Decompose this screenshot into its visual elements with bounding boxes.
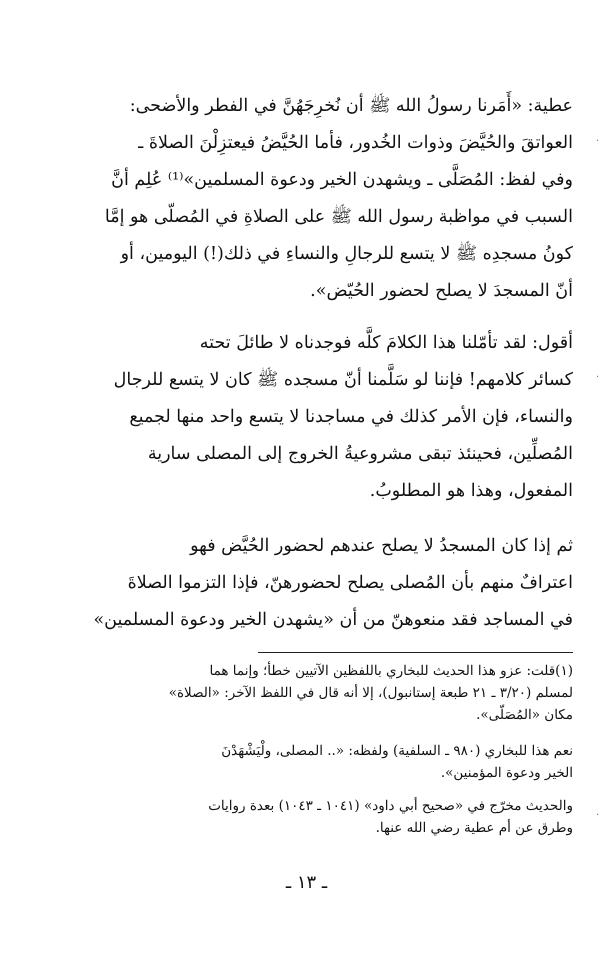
margin-mark: ·: [596, 810, 600, 821]
footnote-line: لمسلم (٣/٢٠ ـ ٢١ طبعة إستانبول)، إلا أنه قال في اللفظ الآخر: «الصلاة»: [168, 685, 573, 701]
footnote-line: الخير ودعوة المؤمنين».: [440, 765, 573, 781]
footnote-divider: [258, 652, 573, 653]
text-line: وفي لفظ: المُصَلَّى ـ ويشهدن الخير ودعوة المسلمين»⁽¹⁾ عُلِم أنَّ: [111, 170, 573, 190]
margin-mark: ·: [596, 372, 600, 383]
text-line: المفعول، وهذا هو المطلوبُ.: [369, 481, 573, 501]
text-line: السبب في مواظبة رسول الله ﷺ على الصلاةِ في المُصلّى هو إمَّا: [104, 207, 573, 227]
footnote-3: [40, 795, 573, 839]
text-line: والنساء، فإن الأمر كذلك في مساجدنا لا يتسع واحد منها لجميع: [129, 407, 573, 427]
margin-mark: ·: [596, 136, 600, 147]
text-line: في المساجد فقد منعوهنّ من أن «يشهدن الخير ودعوة المسلمين»: [93, 610, 573, 630]
footnote-line: وطرق عن أم عطية رضي الله عنها.: [375, 820, 573, 836]
footnote-1: [40, 660, 573, 726]
footnote-2: [40, 740, 573, 784]
text-line: المُصلِّين، فحينئذ تبقى مشروعيةُ الخروج إلى المصلى سارية: [147, 444, 573, 464]
text-line: اعترافٌ منهم بأن المُصلى يصلح لحضورهنّ، فإذا التزموا الصلاةَ: [127, 573, 573, 593]
text-line: أقول: لقد تأمّلنا هذا الكلامَ كلَّه فوجدناه لا طائلَ تحته: [199, 333, 573, 353]
text-line: العواتقَ والحُيَّضَ وذوات الخُدور، فأما الحُيَّضُ فيعتزِلْنَ الصلاةَ ـ: [138, 133, 573, 153]
text-line: عطية: «أَمَرنا رسولُ الله ﷺ أن نُخرِجَهُنَّ في الفطر والأضحى:: [129, 96, 573, 116]
text-line: أنّ المسجدَ لا يصلح لحضور الحُيّض».: [310, 281, 573, 301]
footnote-line: مكان «المُصَلَّى».: [476, 707, 573, 723]
footnote-line: (١)قلت: عزو هذا الحديث للبخاري باللفظين الآتيين خطأ؛ وإنما هما: [209, 663, 573, 679]
footnote-line: والحديث مخرّج في «صحيح أبي داود» (١٠٤١ ـ ١٠٤٣) بعدة روايات: [208, 798, 573, 814]
text-line: كونُ مسجدِه ﷺ لا يتسع للرجالِ والنساءِ في ذلك(!) اليومين، أو: [120, 244, 573, 264]
footnote-line: نعم هذا للبخاري (٩٨٠ ـ السلفية) ولفظه: «.. المصلى، ولْيَشْهَدْنَ: [221, 743, 573, 759]
page-number: ـ ١٣ ـ: [285, 872, 328, 893]
text-line: كسائر كلامهم! فإننا لو سَلَّمنا أنّ مسجده ﷺ كان لا يتسع للرجال: [113, 370, 573, 390]
paragraph-2: [40, 325, 573, 510]
paragraph-3: [40, 528, 573, 639]
text-line: ثم إذا كان المسجدُ لا يصلح عندهم لحضور الحُيَّض فهو: [190, 536, 573, 556]
paragraph-1: [40, 88, 573, 310]
